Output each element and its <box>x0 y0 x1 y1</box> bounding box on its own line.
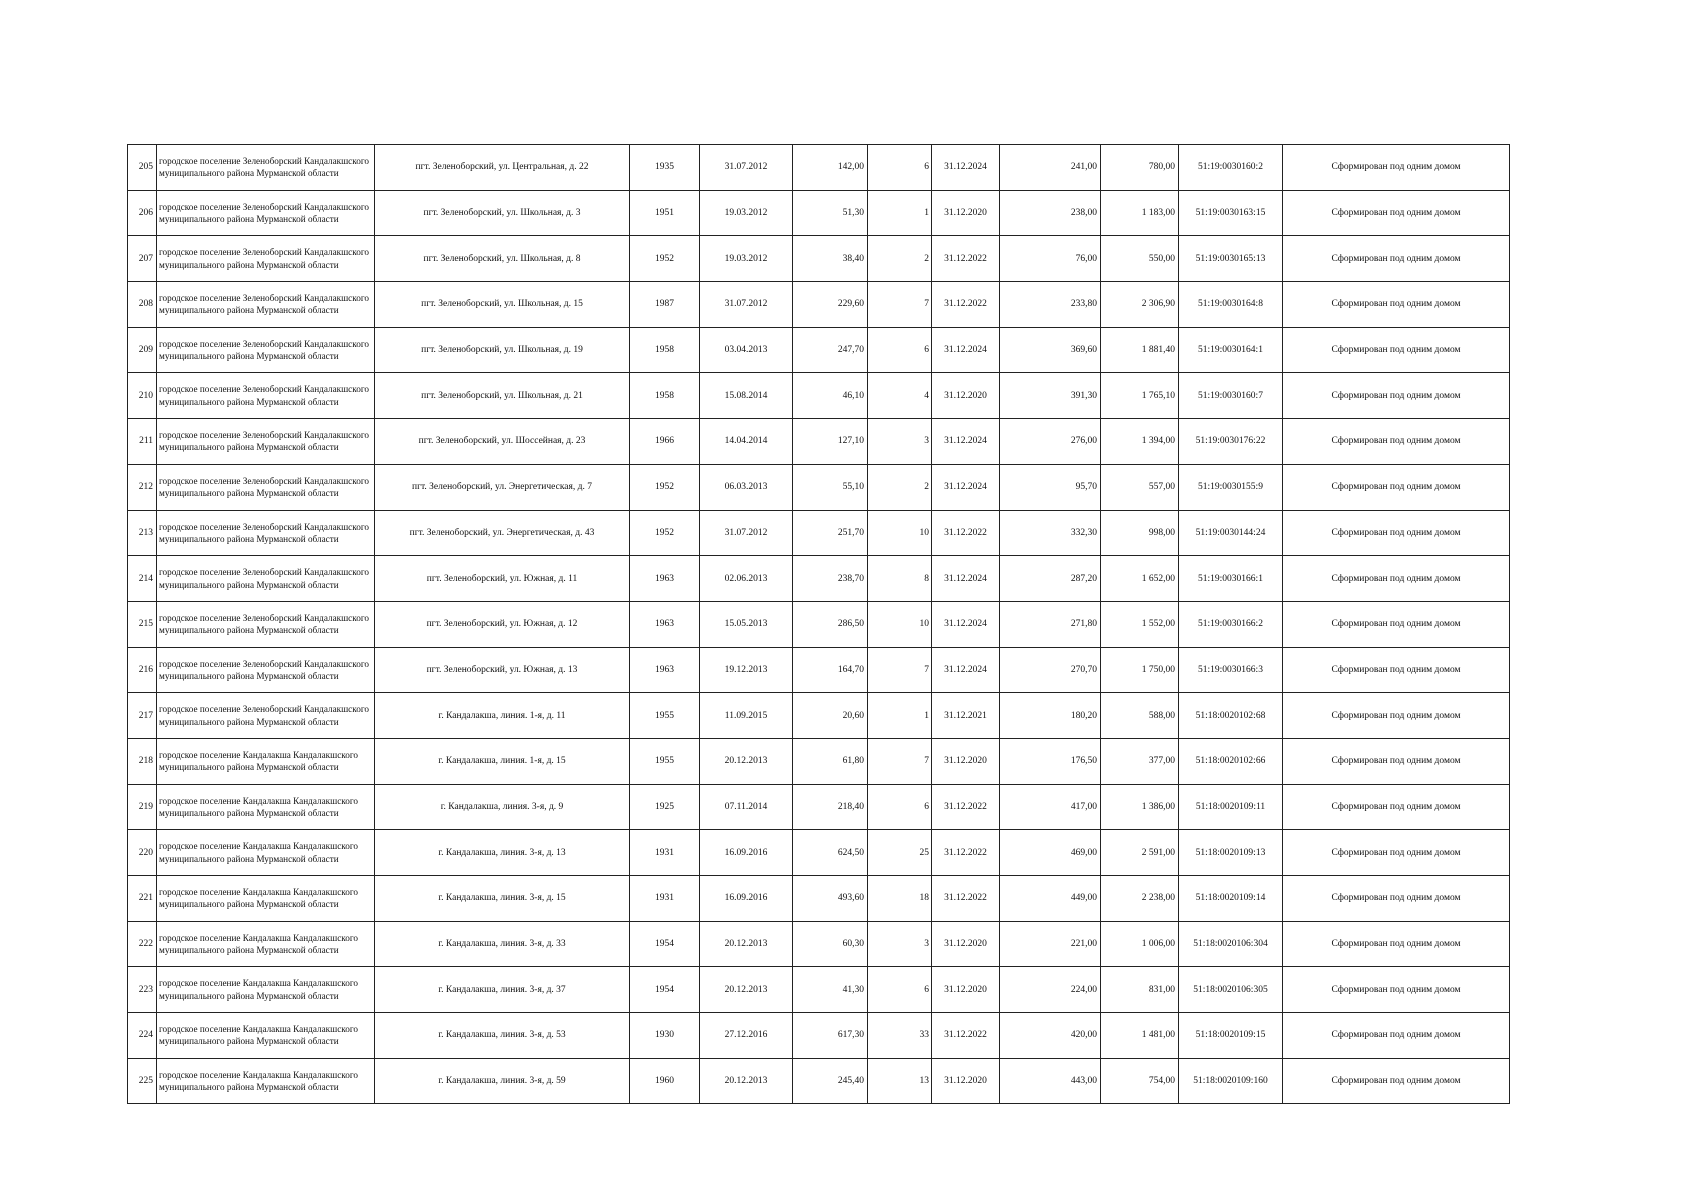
recognition-date-cell: 11.09.2015 <box>700 693 793 739</box>
table-row <box>128 830 1510 876</box>
municipality-cell: городское поселение Кандалакша Кандалакшского муниципального района Мурманской области <box>157 967 375 1013</box>
row-number-cell: 209 <box>128 327 157 373</box>
planned-date-cell: 31.12.2022 <box>932 282 1000 328</box>
planned-date-cell: 31.12.2024 <box>932 556 1000 602</box>
planned-date-cell: 31.12.2020 <box>932 921 1000 967</box>
table-row <box>128 373 1510 419</box>
table-row <box>128 190 1510 236</box>
recognition-date-cell: 03.04.2013 <box>700 327 793 373</box>
land-area-cell: 224,00 <box>1000 967 1101 1013</box>
row-number-cell: 223 <box>128 967 157 1013</box>
municipality-cell: городское поселение Кандалакша Кандалакшского муниципального района Мурманской области <box>157 1013 375 1059</box>
recognition-date-cell: 31.07.2012 <box>700 145 793 191</box>
land-status-note-cell: Сформирован под одним домом <box>1283 1013 1510 1059</box>
construction-year-cell: 1963 <box>630 601 700 647</box>
address-cell: пгт. Зеленоборский, ул. Центральная, д. 22 <box>375 145 630 191</box>
land-status-note-cell: Сформирован под одним домом <box>1283 784 1510 830</box>
row-number-cell: 212 <box>128 464 157 510</box>
residents-count-cell: 4 <box>868 373 932 419</box>
table-row <box>128 647 1510 693</box>
residents-count-cell: 2 <box>868 464 932 510</box>
planned-date-cell: 31.12.2024 <box>932 145 1000 191</box>
table-row <box>128 967 1510 1013</box>
total-area-cell: 1 750,00 <box>1101 647 1179 693</box>
land-status-note-cell: Сформирован под одним домом <box>1283 601 1510 647</box>
residents-count-cell: 3 <box>868 921 932 967</box>
land-status-note-cell: Сформирован под одним домом <box>1283 693 1510 739</box>
cadastral-number-cell: 51:19:0030166:1 <box>1179 556 1283 602</box>
planned-date-cell: 31.12.2020 <box>932 967 1000 1013</box>
table-row <box>128 556 1510 602</box>
total-area-cell: 1 881,40 <box>1101 327 1179 373</box>
table-row <box>128 327 1510 373</box>
residents-count-cell: 6 <box>868 145 932 191</box>
land-status-note-cell: Сформирован под одним домом <box>1283 327 1510 373</box>
residents-count-cell: 8 <box>868 556 932 602</box>
municipality-cell: городское поселение Зеленоборский Кандалакшского муниципального района Мурманской области <box>157 556 375 602</box>
cadastral-number-cell: 51:18:0020109:15 <box>1179 1013 1283 1059</box>
land-status-note-cell: Сформирован под одним домом <box>1283 419 1510 465</box>
planned-date-cell: 31.12.2022 <box>932 830 1000 876</box>
address-cell: пгт. Зеленоборский, ул. Южная, д. 13 <box>375 647 630 693</box>
cadastral-number-cell: 51:19:0030166:3 <box>1179 647 1283 693</box>
row-number-cell: 211 <box>128 419 157 465</box>
construction-year-cell: 1955 <box>630 738 700 784</box>
construction-year-cell: 1958 <box>630 373 700 419</box>
address-cell: пгт. Зеленоборский, ул. Школьная, д. 21 <box>375 373 630 419</box>
construction-year-cell: 1954 <box>630 921 700 967</box>
residents-count-cell: 6 <box>868 784 932 830</box>
row-number-cell: 218 <box>128 738 157 784</box>
planned-date-cell: 31.12.2024 <box>932 419 1000 465</box>
cadastral-number-cell: 51:18:0020109:13 <box>1179 830 1283 876</box>
address-cell: пгт. Зеленоборский, ул. Шоссейная, д. 23 <box>375 419 630 465</box>
land-area-cell: 95,70 <box>1000 464 1101 510</box>
recognition-date-cell: 20.12.2013 <box>700 1058 793 1104</box>
emergency-area-cell: 38,40 <box>793 236 868 282</box>
table-row <box>128 738 1510 784</box>
emergency-area-cell: 493,60 <box>793 876 868 922</box>
municipality-cell: городское поселение Зеленоборский Кандалакшского муниципального района Мурманской области <box>157 373 375 419</box>
row-number-cell: 221 <box>128 876 157 922</box>
address-cell: г. Кандалакша, линия. 1-я, д. 11 <box>375 693 630 739</box>
land-area-cell: 241,00 <box>1000 145 1101 191</box>
recognition-date-cell: 16.09.2016 <box>700 830 793 876</box>
planned-date-cell: 31.12.2024 <box>932 327 1000 373</box>
municipality-cell: городское поселение Зеленоборский Кандалакшского муниципального района Мурманской области <box>157 464 375 510</box>
address-cell: г. Кандалакша, линия. 3-я, д. 33 <box>375 921 630 967</box>
address-cell: г. Кандалакша, линия. 1-я, д. 15 <box>375 738 630 784</box>
recognition-date-cell: 19.12.2013 <box>700 647 793 693</box>
total-area-cell: 1 552,00 <box>1101 601 1179 647</box>
residents-count-cell: 6 <box>868 967 932 1013</box>
recognition-date-cell: 27.12.2016 <box>700 1013 793 1059</box>
emergency-area-cell: 60,30 <box>793 921 868 967</box>
address-cell: пгт. Зеленоборский, ул. Южная, д. 11 <box>375 556 630 602</box>
municipality-cell: городское поселение Зеленоборский Кандалакшского муниципального района Мурманской области <box>157 327 375 373</box>
land-area-cell: 469,00 <box>1000 830 1101 876</box>
residents-count-cell: 10 <box>868 510 932 556</box>
municipality-cell: городское поселение Зеленоборский Кандалакшского муниципального района Мурманской области <box>157 236 375 282</box>
land-area-cell: 233,80 <box>1000 282 1101 328</box>
land-status-note-cell: Сформирован под одним домом <box>1283 647 1510 693</box>
table-row <box>128 1013 1510 1059</box>
municipality-cell: городское поселение Кандалакша Кандалакшского муниципального района Мурманской области <box>157 921 375 967</box>
land-area-cell: 270,70 <box>1000 647 1101 693</box>
total-area-cell: 1 394,00 <box>1101 419 1179 465</box>
emergency-area-cell: 164,70 <box>793 647 868 693</box>
row-number-cell: 207 <box>128 236 157 282</box>
total-area-cell: 1 183,00 <box>1101 190 1179 236</box>
cadastral-number-cell: 51:18:0020109:160 <box>1179 1058 1283 1104</box>
address-cell: пгт. Зеленоборский, ул. Энергетическая, д. 43 <box>375 510 630 556</box>
residents-count-cell: 7 <box>868 282 932 328</box>
row-number-cell: 222 <box>128 921 157 967</box>
cadastral-number-cell: 51:19:0030163:15 <box>1179 190 1283 236</box>
construction-year-cell: 1952 <box>630 236 700 282</box>
construction-year-cell: 1930 <box>630 1013 700 1059</box>
land-status-note-cell: Сформирован под одним домом <box>1283 1058 1510 1104</box>
row-number-cell: 217 <box>128 693 157 739</box>
municipality-cell: городское поселение Кандалакша Кандалакшского муниципального района Мурманской области <box>157 1058 375 1104</box>
land-status-note-cell: Сформирован под одним домом <box>1283 282 1510 328</box>
municipality-cell: городское поселение Кандалакша Кандалакшского муниципального района Мурманской области <box>157 830 375 876</box>
land-area-cell: 238,00 <box>1000 190 1101 236</box>
planned-date-cell: 31.12.2021 <box>932 693 1000 739</box>
recognition-date-cell: 20.12.2013 <box>700 967 793 1013</box>
municipality-cell: городское поселение Зеленоборский Кандалакшского муниципального района Мурманской области <box>157 190 375 236</box>
emergency-area-cell: 247,70 <box>793 327 868 373</box>
municipality-cell: городское поселение Зеленоборский Кандалакшского муниципального района Мурманской области <box>157 282 375 328</box>
land-area-cell: 417,00 <box>1000 784 1101 830</box>
total-area-cell: 754,00 <box>1101 1058 1179 1104</box>
row-number-cell: 225 <box>128 1058 157 1104</box>
land-status-note-cell: Сформирован под одним домом <box>1283 510 1510 556</box>
planned-date-cell: 31.12.2022 <box>932 1013 1000 1059</box>
address-cell: г. Кандалакша, линия. 3-я, д. 15 <box>375 876 630 922</box>
land-area-cell: 369,60 <box>1000 327 1101 373</box>
land-area-cell: 221,00 <box>1000 921 1101 967</box>
total-area-cell: 588,00 <box>1101 693 1179 739</box>
cadastral-number-cell: 51:19:0030144:24 <box>1179 510 1283 556</box>
emergency-area-cell: 245,40 <box>793 1058 868 1104</box>
residents-count-cell: 2 <box>868 236 932 282</box>
cadastral-number-cell: 51:19:0030176:22 <box>1179 419 1283 465</box>
construction-year-cell: 1954 <box>630 967 700 1013</box>
residents-count-cell: 7 <box>868 738 932 784</box>
construction-year-cell: 1958 <box>630 327 700 373</box>
planned-date-cell: 31.12.2020 <box>932 1058 1000 1104</box>
land-status-note-cell: Сформирован под одним домом <box>1283 876 1510 922</box>
total-area-cell: 1 481,00 <box>1101 1013 1179 1059</box>
total-area-cell: 1 652,00 <box>1101 556 1179 602</box>
table-row <box>128 921 1510 967</box>
address-cell: пгт. Зеленоборский, ул. Школьная, д. 3 <box>375 190 630 236</box>
land-status-note-cell: Сформирован под одним домом <box>1283 738 1510 784</box>
recognition-date-cell: 19.03.2012 <box>700 190 793 236</box>
row-number-cell: 220 <box>128 830 157 876</box>
total-area-cell: 1 006,00 <box>1101 921 1179 967</box>
land-area-cell: 287,20 <box>1000 556 1101 602</box>
table-row <box>128 236 1510 282</box>
cadastral-number-cell: 51:18:0020102:68 <box>1179 693 1283 739</box>
municipality-cell: городское поселение Зеленоборский Кандалакшского муниципального района Мурманской области <box>157 693 375 739</box>
row-number-cell: 208 <box>128 282 157 328</box>
total-area-cell: 998,00 <box>1101 510 1179 556</box>
cadastral-number-cell: 51:19:0030160:7 <box>1179 373 1283 419</box>
land-area-cell: 76,00 <box>1000 236 1101 282</box>
emergency-area-cell: 286,50 <box>793 601 868 647</box>
emergency-area-cell: 20,60 <box>793 693 868 739</box>
municipality-cell: городское поселение Кандалакша Кандалакшского муниципального района Мурманской области <box>157 784 375 830</box>
recognition-date-cell: 20.12.2013 <box>700 738 793 784</box>
cadastral-number-cell: 51:18:0020106:304 <box>1179 921 1283 967</box>
residents-count-cell: 6 <box>868 327 932 373</box>
land-area-cell: 391,30 <box>1000 373 1101 419</box>
table-row <box>128 464 1510 510</box>
residents-count-cell: 25 <box>868 830 932 876</box>
cadastral-number-cell: 51:19:0030165:13 <box>1179 236 1283 282</box>
address-cell: пгт. Зеленоборский, ул. Школьная, д. 19 <box>375 327 630 373</box>
row-number-cell: 219 <box>128 784 157 830</box>
row-number-cell: 224 <box>128 1013 157 1059</box>
emergency-area-cell: 229,60 <box>793 282 868 328</box>
recognition-date-cell: 02.06.2013 <box>700 556 793 602</box>
construction-year-cell: 1952 <box>630 464 700 510</box>
housing-registry-table <box>127 144 1510 1104</box>
cadastral-number-cell: 51:19:0030164:1 <box>1179 327 1283 373</box>
construction-year-cell: 1966 <box>630 419 700 465</box>
land-area-cell: 180,20 <box>1000 693 1101 739</box>
table-row <box>128 693 1510 739</box>
land-area-cell: 332,30 <box>1000 510 1101 556</box>
row-number-cell: 210 <box>128 373 157 419</box>
land-status-note-cell: Сформирован под одним домом <box>1283 967 1510 1013</box>
table-row <box>128 510 1510 556</box>
residents-count-cell: 1 <box>868 190 932 236</box>
construction-year-cell: 1935 <box>630 145 700 191</box>
row-number-cell: 213 <box>128 510 157 556</box>
construction-year-cell: 1963 <box>630 556 700 602</box>
land-status-note-cell: Сформирован под одним домом <box>1283 190 1510 236</box>
planned-date-cell: 31.12.2024 <box>932 464 1000 510</box>
emergency-area-cell: 51,30 <box>793 190 868 236</box>
emergency-area-cell: 55,10 <box>793 464 868 510</box>
planned-date-cell: 31.12.2022 <box>932 510 1000 556</box>
emergency-area-cell: 624,50 <box>793 830 868 876</box>
planned-date-cell: 31.12.2020 <box>932 373 1000 419</box>
row-number-cell: 215 <box>128 601 157 647</box>
cadastral-number-cell: 51:19:0030166:2 <box>1179 601 1283 647</box>
planned-date-cell: 31.12.2024 <box>932 601 1000 647</box>
total-area-cell: 557,00 <box>1101 464 1179 510</box>
total-area-cell: 831,00 <box>1101 967 1179 1013</box>
table-row <box>128 1058 1510 1104</box>
residents-count-cell: 1 <box>868 693 932 739</box>
construction-year-cell: 1931 <box>630 876 700 922</box>
cadastral-number-cell: 51:19:0030164:8 <box>1179 282 1283 328</box>
construction-year-cell: 1963 <box>630 647 700 693</box>
municipality-cell: городское поселение Зеленоборский Кандалакшского муниципального района Мурманской области <box>157 510 375 556</box>
residents-count-cell: 33 <box>868 1013 932 1059</box>
total-area-cell: 550,00 <box>1101 236 1179 282</box>
address-cell: пгт. Зеленоборский, ул. Школьная, д. 15 <box>375 282 630 328</box>
land-area-cell: 449,00 <box>1000 876 1101 922</box>
total-area-cell: 780,00 <box>1101 145 1179 191</box>
total-area-cell: 1 386,00 <box>1101 784 1179 830</box>
address-cell: г. Кандалакша, линия. 3-я, д. 53 <box>375 1013 630 1059</box>
recognition-date-cell: 14.04.2014 <box>700 419 793 465</box>
construction-year-cell: 1987 <box>630 282 700 328</box>
address-cell: пгт. Зеленоборский, ул. Южная, д. 12 <box>375 601 630 647</box>
construction-year-cell: 1952 <box>630 510 700 556</box>
recognition-date-cell: 15.08.2014 <box>700 373 793 419</box>
address-cell: г. Кандалакша, линия. 3-я, д. 59 <box>375 1058 630 1104</box>
table-row <box>128 601 1510 647</box>
municipality-cell: городское поселение Зеленоборский Кандалакшского муниципального района Мурманской области <box>157 419 375 465</box>
cadastral-number-cell: 51:18:0020102:66 <box>1179 738 1283 784</box>
address-cell: пгт. Зеленоборский, ул. Школьная, д. 8 <box>375 236 630 282</box>
recognition-date-cell: 31.07.2012 <box>700 510 793 556</box>
municipality-cell: городское поселение Кандалакша Кандалакшского муниципального района Мурманской области <box>157 738 375 784</box>
land-status-note-cell: Сформирован под одним домом <box>1283 464 1510 510</box>
cadastral-number-cell: 51:18:0020106:305 <box>1179 967 1283 1013</box>
residents-count-cell: 13 <box>868 1058 932 1104</box>
recognition-date-cell: 07.11.2014 <box>700 784 793 830</box>
emergency-area-cell: 218,40 <box>793 784 868 830</box>
table-body <box>128 145 1510 1104</box>
emergency-area-cell: 127,10 <box>793 419 868 465</box>
table-row <box>128 282 1510 328</box>
land-status-note-cell: Сформирован под одним домом <box>1283 556 1510 602</box>
emergency-area-cell: 617,30 <box>793 1013 868 1059</box>
row-number-cell: 216 <box>128 647 157 693</box>
row-number-cell: 206 <box>128 190 157 236</box>
land-status-note-cell: Сформирован под одним домом <box>1283 373 1510 419</box>
residents-count-cell: 7 <box>868 647 932 693</box>
construction-year-cell: 1955 <box>630 693 700 739</box>
planned-date-cell: 31.12.2022 <box>932 236 1000 282</box>
land-area-cell: 443,00 <box>1000 1058 1101 1104</box>
total-area-cell: 377,00 <box>1101 738 1179 784</box>
planned-date-cell: 31.12.2020 <box>932 190 1000 236</box>
cadastral-number-cell: 51:18:0020109:14 <box>1179 876 1283 922</box>
land-area-cell: 276,00 <box>1000 419 1101 465</box>
construction-year-cell: 1931 <box>630 830 700 876</box>
planned-date-cell: 31.12.2020 <box>932 738 1000 784</box>
emergency-area-cell: 61,80 <box>793 738 868 784</box>
municipality-cell: городское поселение Зеленоборский Кандалакшского муниципального района Мурманской области <box>157 145 375 191</box>
emergency-area-cell: 251,70 <box>793 510 868 556</box>
residents-count-cell: 18 <box>868 876 932 922</box>
table-row <box>128 784 1510 830</box>
cadastral-number-cell: 51:19:0030155:9 <box>1179 464 1283 510</box>
land-area-cell: 176,50 <box>1000 738 1101 784</box>
recognition-date-cell: 15.05.2013 <box>700 601 793 647</box>
emergency-area-cell: 46,10 <box>793 373 868 419</box>
address-cell: г. Кандалакша, линия. 3-я, д. 13 <box>375 830 630 876</box>
address-cell: пгт. Зеленоборский, ул. Энергетическая, д. 7 <box>375 464 630 510</box>
table-row <box>128 876 1510 922</box>
emergency-area-cell: 41,30 <box>793 967 868 1013</box>
land-status-note-cell: Сформирован под одним домом <box>1283 921 1510 967</box>
table-row <box>128 419 1510 465</box>
row-number-cell: 214 <box>128 556 157 602</box>
construction-year-cell: 1960 <box>630 1058 700 1104</box>
total-area-cell: 2 591,00 <box>1101 830 1179 876</box>
cadastral-number-cell: 51:18:0020109:11 <box>1179 784 1283 830</box>
municipality-cell: городское поселение Зеленоборский Кандалакшского муниципального района Мурманской области <box>157 647 375 693</box>
land-area-cell: 420,00 <box>1000 1013 1101 1059</box>
recognition-date-cell: 16.09.2016 <box>700 876 793 922</box>
address-cell: г. Кандалакша, линия. 3-я, д. 37 <box>375 967 630 1013</box>
residents-count-cell: 10 <box>868 601 932 647</box>
construction-year-cell: 1951 <box>630 190 700 236</box>
emergency-area-cell: 238,70 <box>793 556 868 602</box>
cadastral-number-cell: 51:19:0030160:2 <box>1179 145 1283 191</box>
land-status-note-cell: Сформирован под одним домом <box>1283 236 1510 282</box>
address-cell: г. Кандалакша, линия. 3-я, д. 9 <box>375 784 630 830</box>
construction-year-cell: 1925 <box>630 784 700 830</box>
emergency-area-cell: 142,00 <box>793 145 868 191</box>
recognition-date-cell: 31.07.2012 <box>700 282 793 328</box>
planned-date-cell: 31.12.2022 <box>932 876 1000 922</box>
recognition-date-cell: 06.03.2013 <box>700 464 793 510</box>
land-status-note-cell: Сформирован под одним домом <box>1283 830 1510 876</box>
recognition-date-cell: 19.03.2012 <box>700 236 793 282</box>
planned-date-cell: 31.12.2024 <box>932 647 1000 693</box>
land-area-cell: 271,80 <box>1000 601 1101 647</box>
total-area-cell: 2 306,90 <box>1101 282 1179 328</box>
table-row <box>128 145 1510 191</box>
land-status-note-cell: Сформирован под одним домом <box>1283 145 1510 191</box>
total-area-cell: 1 765,10 <box>1101 373 1179 419</box>
municipality-cell: городское поселение Кандалакша Кандалакшского муниципального района Мурманской области <box>157 876 375 922</box>
municipality-cell: городское поселение Зеленоборский Кандалакшского муниципального района Мурманской области <box>157 601 375 647</box>
recognition-date-cell: 20.12.2013 <box>700 921 793 967</box>
row-number-cell: 205 <box>128 145 157 191</box>
total-area-cell: 2 238,00 <box>1101 876 1179 922</box>
planned-date-cell: 31.12.2022 <box>932 784 1000 830</box>
residents-count-cell: 3 <box>868 419 932 465</box>
